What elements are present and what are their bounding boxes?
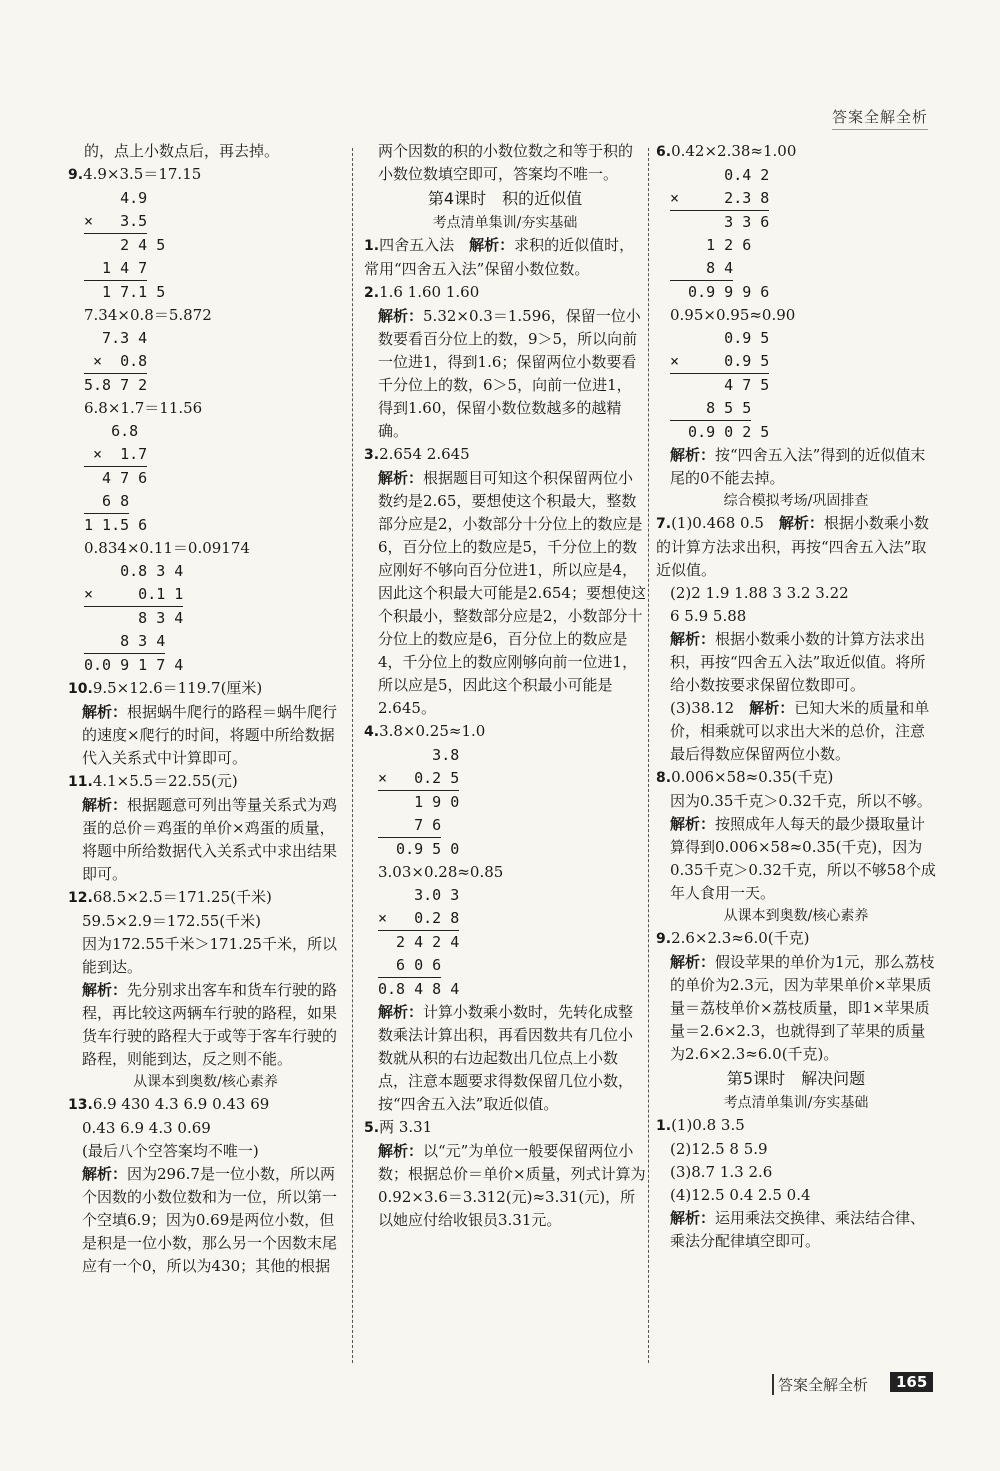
calc-row: 1 2 6: [670, 236, 752, 254]
question-number: 12.: [68, 890, 93, 906]
calc-row: 3 3 6: [670, 213, 770, 231]
analysis-text: 按“四舍五入法”得到的近似值末尾的0不能去掉。: [670, 446, 926, 487]
column-divider: [648, 148, 649, 1363]
calc-row: 8 3 4: [84, 609, 184, 627]
analysis-label: 解析：: [670, 630, 716, 648]
analysis: [68, 701, 343, 770]
analysis-text: 根据题目可知这个积保留两位小数约是2.65，要想使这个积最大，整数部分应是2，小数部分十分位上的数应是6，百分位上的数应是5，千分位上的数应刚好不够向百分位进1，所以应是4，因此这个积最大可能是2.654；要想使这个积最小，整数部分应是2，小数部分十分位上的数应是6，百分位上的数应是4，千分位上的数应刚够向前一位进1，所以应是5，因此这个积最小可能是2.645。: [378, 469, 646, 717]
question-number: 4.: [364, 724, 380, 740]
question-number: 9.: [68, 167, 84, 183]
calc-row: 5.8 7 2: [84, 376, 148, 394]
calc-row: 0.8 4 8 4: [378, 980, 460, 998]
analysis-label: 解析：: [670, 446, 716, 464]
question-number: 1.: [656, 1118, 672, 1134]
equation: 3.8×0.25≈1.0: [379, 722, 486, 740]
calc-row: 0.0 9 1 7 4: [84, 656, 184, 674]
question-11: [68, 770, 343, 794]
question-number: 7.: [656, 516, 672, 532]
analysis-text: 因为296.7是一位小数，所以两个因数的小数位数和为一位，所以第一个空填6.9；因为0.69是两位小数，但是积是一位小数，那么另一个因数末尾应有一个0，所以为430；其他的根据: [82, 1165, 338, 1275]
calc-row: 0.9 5: [670, 329, 770, 347]
analysis-label: 解析：: [670, 953, 716, 971]
analysis: [364, 1140, 646, 1232]
text-line: 的，点上小数点后，再去掉。: [84, 142, 280, 160]
calc-row: 0.9 9 9 6: [670, 283, 770, 301]
calc-row: 8 3 4: [84, 630, 165, 654]
calc-row: 2 4 2 4: [378, 933, 460, 951]
vertical-calc: [364, 884, 646, 1001]
question-number: 13.: [68, 1097, 93, 1113]
answer-text: (1)0.8 3.5: [671, 1116, 745, 1134]
analysis-text: 计算小数乘小数时，先转化成整数乘法计算出积，再看因数共有几位小数就从积的右边起数出几位点上小数点，注意本题要求得数保留几位小数，按“四舍五入法”取近似值。: [378, 1003, 634, 1113]
calc-row: 8 4: [670, 257, 733, 281]
answer-text: 因为172.55千米＞171.25千米，所以能到达。: [82, 935, 337, 976]
calc-row: 0.9 0 2 5: [670, 423, 770, 441]
calc-row: 3.0 3: [378, 886, 460, 904]
question-number: 10.: [68, 681, 93, 697]
header-section-label: 答案全解全析: [832, 106, 928, 130]
calc-row: × 0.9 5: [670, 350, 769, 374]
question-number: 6.: [656, 144, 672, 160]
analysis: [68, 794, 343, 886]
question-number: 5.: [364, 1120, 380, 1136]
analysis: [656, 951, 936, 1066]
section-subheading: 从课本到奥数/核心素养: [723, 908, 869, 924]
analysis-label: 解析：: [778, 514, 824, 532]
calc-row: 1 9 0: [378, 793, 460, 811]
analysis: [656, 813, 936, 905]
question-9: [656, 927, 936, 951]
question-5: [364, 1116, 646, 1140]
question-number: 9.: [656, 931, 672, 947]
question-4: [364, 720, 646, 744]
analysis: [364, 1001, 646, 1116]
calc-row: × 0.2 8: [378, 907, 459, 931]
equation: 9.5×12.6＝119.7(厘米): [92, 679, 263, 697]
equation: 0.006×58≈0.35(千克): [671, 768, 834, 786]
analysis: [68, 979, 343, 1071]
answer-text: (1)0.468 0.5: [671, 514, 764, 532]
equation: 0.834×0.11＝0.09174: [84, 539, 250, 557]
calc-row: 0.4 2: [670, 166, 770, 184]
question-number: 2.: [364, 285, 380, 301]
equation: 6.8×1.7＝11.56: [84, 399, 203, 417]
answer-text: 2.654 2.645: [379, 445, 470, 463]
vertical-calc: [656, 164, 936, 304]
vertical-calc: [364, 744, 646, 861]
question-9: [68, 163, 343, 187]
question-1: [364, 234, 646, 281]
calc-row: × 0.8: [84, 350, 147, 374]
question-10: [68, 677, 343, 701]
equation: 4.9×3.5＝17.15: [83, 165, 202, 183]
column-left: [68, 140, 343, 1278]
calc-row: 6 0 6: [378, 954, 441, 978]
analysis-continued: 两个因数的积的小数位数之和等于积的小数位数填空即可，答案均不唯一。: [378, 142, 634, 183]
analysis-label: 解析：: [670, 1209, 716, 1227]
question-1: [656, 1114, 936, 1138]
question-number: 11.: [68, 774, 93, 790]
section-subheading: 考点清单集训/夯实基础: [432, 215, 578, 231]
analysis-text: 已知大米的质量和单价，相乘就可以求出大米的总价，注意最后得数应保留两位小数。: [670, 699, 930, 763]
answer-text: 6.9 430 4.3 6.9 0.43 69: [92, 1095, 270, 1113]
answer-note: (最后八个空答案均不唯一): [82, 1142, 259, 1160]
analysis: [364, 305, 646, 443]
analysis: [656, 628, 936, 697]
answer-text: 0.43 6.9 4.3 0.69: [82, 1119, 211, 1137]
answer-text: (4)12.5 0.4 2.5 0.4: [670, 1186, 811, 1204]
calc-row: 7.3 4: [84, 329, 148, 347]
equation: 2.6×2.3≈6.0(千克): [671, 929, 810, 947]
analysis-text: 求积的近似值时，常用“四舍五入法”保留小数位数。: [364, 236, 635, 278]
question-6: [656, 140, 936, 164]
calc-row: 0.8 3 4: [84, 562, 184, 580]
answer-text: (3)8.7 1.3 2.6: [670, 1163, 773, 1181]
answer-text: 两 3.31: [379, 1118, 433, 1136]
answer-text: 6 5.9 5.88: [670, 607, 747, 625]
calc-row: × 0.1 1: [84, 583, 183, 607]
column-right: [656, 140, 936, 1253]
analysis-text: 5.32×0.3＝1.596，保留一位小数要看百分位上的数，9＞5，所以向前一位进1，得到1.6；保留两位小数要看千分位上的数，6＞5，向前一位进1，得到1.60，保留小数位数越多的越精确。: [378, 307, 641, 440]
question-3: [364, 443, 646, 467]
lesson-heading: 第5课时 解决问题: [726, 1069, 866, 1088]
vertical-calc: [68, 560, 343, 677]
analysis-text: 根据题意可列出等量关系式为鸡蛋的总价＝鸡蛋的单价×鸡蛋的质量，将题中所给数据代入关系式中求出结果即可。: [82, 796, 338, 883]
equation: 0.95×0.95≈0.90: [670, 306, 796, 324]
calc-row: 6 8: [84, 490, 129, 514]
lesson-heading: 第4课时 积的近似值: [427, 189, 583, 208]
equation: 7.34×0.8＝5.872: [84, 306, 212, 324]
question-13: [68, 1093, 343, 1117]
analysis-text: 运用乘法交换律、乘法结合律、乘法分配律填空即可。: [670, 1209, 926, 1250]
analysis-label: 解析：: [82, 981, 128, 999]
calc-row: 1 7.1 5: [84, 283, 166, 301]
analysis-label: 解析：: [82, 1165, 128, 1183]
answer-with-analysis: [656, 697, 936, 766]
analysis-label: 解析：: [378, 307, 424, 325]
calc-row: × 3.5: [84, 210, 147, 234]
calc-row: 2 4 5: [84, 236, 166, 254]
question-number: 1.: [364, 238, 380, 254]
analysis-text: 以“元”为单位一般要保留两位小数；根据总价＝单价×质量，列式计算为0.92×3.6＝3.312(元)≈3.31(元)，所以她应付给收银员3.31元。: [378, 1142, 646, 1229]
analysis-text: 根据小数乘小数的计算方法求出积，再按“四舍五入法”取近似值。将所给小数按要求保留位数即可。: [670, 630, 926, 694]
analysis-label: 解析：: [82, 703, 128, 721]
vertical-calc: [68, 327, 343, 397]
section-subheading: 考点清单集训/夯实基础: [723, 1095, 869, 1111]
analysis-text: 假设苹果的单价为1元，那么荔枝的单价为2.3元，因为苹果单价×苹果质量＝荔枝单价×荔枝质量，即1×苹果质量＝2.6×2.3，也就得到了苹果的质量为2.6×2.3≈6.0(千克)。: [670, 953, 935, 1063]
footer-section-label: 答案全解全析: [772, 1374, 868, 1395]
analysis: [68, 1163, 343, 1278]
question-number: 3.: [364, 447, 380, 463]
calc-row: 4.9: [84, 189, 148, 207]
calc-row: 4 7 6: [84, 469, 148, 487]
analysis-label: 解析：: [378, 1003, 424, 1021]
column-middle: [364, 140, 646, 1232]
calc-row: 8 5 5: [670, 397, 751, 421]
equation: 68.5×2.5＝171.25(千米): [92, 888, 272, 906]
calc-row: 0.9 5 0: [378, 840, 460, 858]
analysis-label: 解析：: [82, 796, 128, 814]
analysis: [656, 1207, 936, 1253]
equation: 0.42×2.38≈1.00: [671, 142, 797, 160]
equation: 3.03×0.28≈0.85: [378, 863, 504, 881]
analysis-label: 解析：: [469, 236, 515, 254]
analysis-label: 解析：: [749, 699, 795, 717]
analysis-label: 解析：: [670, 815, 716, 833]
answer-text: 1.6 1.60 1.60: [379, 283, 480, 301]
analysis: [364, 467, 646, 720]
question-12: [68, 886, 343, 910]
analysis-label: 解析：: [378, 469, 424, 487]
section-subheading: 综合模拟考场/巩固排查: [723, 493, 869, 509]
calc-row: 7 6: [378, 814, 441, 838]
equation: 4.1×5.5＝22.55(元): [92, 772, 238, 790]
calc-row: 6.8: [84, 422, 139, 440]
question-2: [364, 281, 646, 305]
calc-row: 1 1.5 6: [84, 516, 148, 534]
calc-row: 3.8: [378, 746, 460, 764]
calc-row: × 1.7: [84, 443, 147, 467]
equation: 59.5×2.9＝172.55(千米): [82, 912, 262, 930]
calc-row: 1 4 7: [84, 257, 147, 281]
answer-text: (2)12.5 8 5.9: [670, 1140, 768, 1158]
analysis: [656, 444, 936, 490]
calc-row: × 0.2 5: [378, 767, 459, 791]
answer-text: 因为0.35千克＞0.32千克，所以不够。: [670, 792, 932, 810]
vertical-calc: [68, 187, 343, 304]
answer-text: (3)38.12: [670, 699, 735, 717]
answer-text: 四舍五入法: [379, 236, 455, 254]
page-number: 165: [890, 1372, 933, 1392]
calc-row: × 2.3 8: [670, 187, 769, 211]
section-subheading: 从课本到奥数/核心素养: [133, 1074, 278, 1090]
question-number: 8.: [656, 770, 672, 786]
column-divider: [352, 148, 353, 1363]
analysis-text: 按照成年人每天的最少摄取量计算得到0.006×58≈0.35(千克)，因为0.35千克＞0.32千克，所以不够58个成年人食用一天。: [670, 815, 936, 902]
vertical-calc: [68, 420, 343, 537]
analysis-text: 先分别求出客车和货车行驶的路程，再比较这两辆车行驶的路程，如果货车行驶的路程大于或等于客车行驶的路程，则能到达，反之则不能。: [82, 981, 338, 1068]
analysis-text: 根据蜗牛爬行的路程＝蜗牛爬行的速度×爬行的时间，将题中所给数据代入关系式中计算即可。: [82, 703, 338, 767]
question-8: [656, 766, 936, 790]
answer-text: (2)2 1.9 1.88 3 3.2 3.22: [670, 584, 849, 602]
analysis-text: 根据小数乘小数的计算方法求出积，再按“四舍五入法”取近似值。: [656, 514, 929, 579]
calc-row: 4 7 5: [670, 376, 770, 394]
analysis-label: 解析：: [378, 1142, 424, 1160]
vertical-calc: [656, 327, 936, 444]
question-7: [656, 512, 936, 582]
